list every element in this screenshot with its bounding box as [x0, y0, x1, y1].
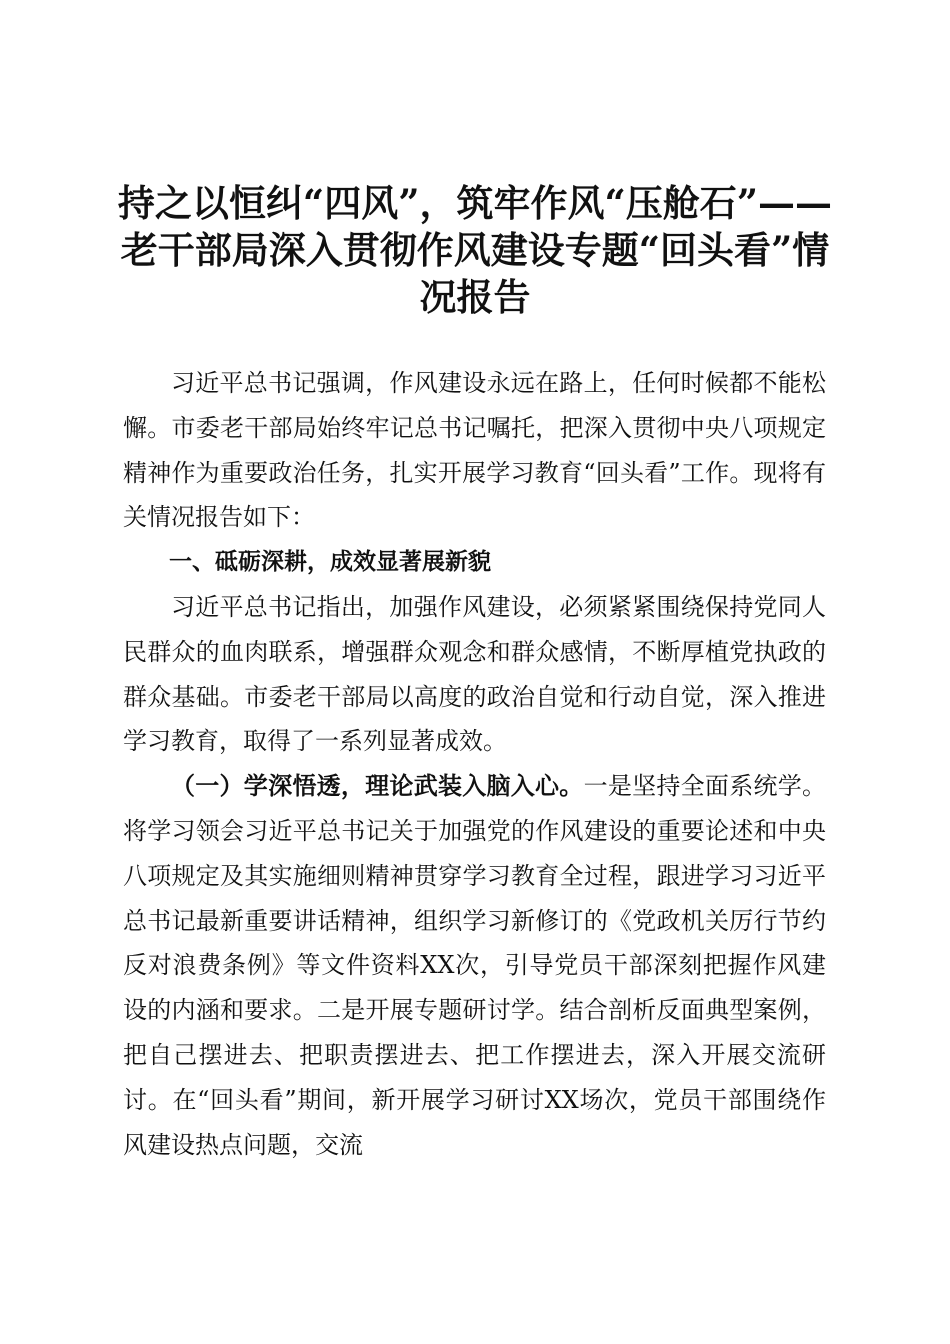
- subsection-text: 一是坚持全面系统学。将学习领会习近平总书记关于加强党的作风建设的重要论述和中央八项规定及其实施细则精神贯穿学习教育全过程，跟进学习习近平总书记最新重要讲话精神，组织学习新修订的《党政机关厉行节约反对浪费条例》等文件资料XX次，引导党员干部深刻把握作风建设的内涵和要求。二是开展专题研讨学。结合剖析反面典型案例，把自己摆进去、把职责摆进去、把工作摆进去，深入开展交流研讨。在“回头看”期间，新开展学习研讨XX场次，党员干部围绕作风建设热点问题，交流: [123, 772, 827, 1159]
- subsection-paragraph: [123, 764, 826, 1167]
- document-body: [123, 361, 826, 1167]
- subsection-lead: （一）学深悟透，理论武装入脑入心。: [171, 771, 584, 801]
- section-heading: 一、砥砺深耕，成效显著展新貌: [169, 549, 491, 576]
- document-title: 持之以恒纠“四风”，筑牢作风“压舱石”——老干部局深入贯彻作风建设专题“回头看”情况报告: [117, 181, 833, 319]
- section-paragraph: 习近平总书记指出，加强作风建设，必须紧紧围绕保持党同人民群众的血肉联系，增强群众观念和群众感情，不断厚植党执政的群众基础。市委老干部局以高度的政治自觉和行动自觉，深入推进学习教育，取得了一系列显著成效。: [123, 592, 826, 756]
- intro-paragraph: 习近平总书记强调，作风建设永远在路上，任何时候都不能松懈。市委老干部局始终牢记总书记嘱托，把深入贯彻中央八项规定精神作为重要政治任务，扎实开展学习教育“回头看”工作。现将有关情况报告如下：: [123, 369, 826, 532]
